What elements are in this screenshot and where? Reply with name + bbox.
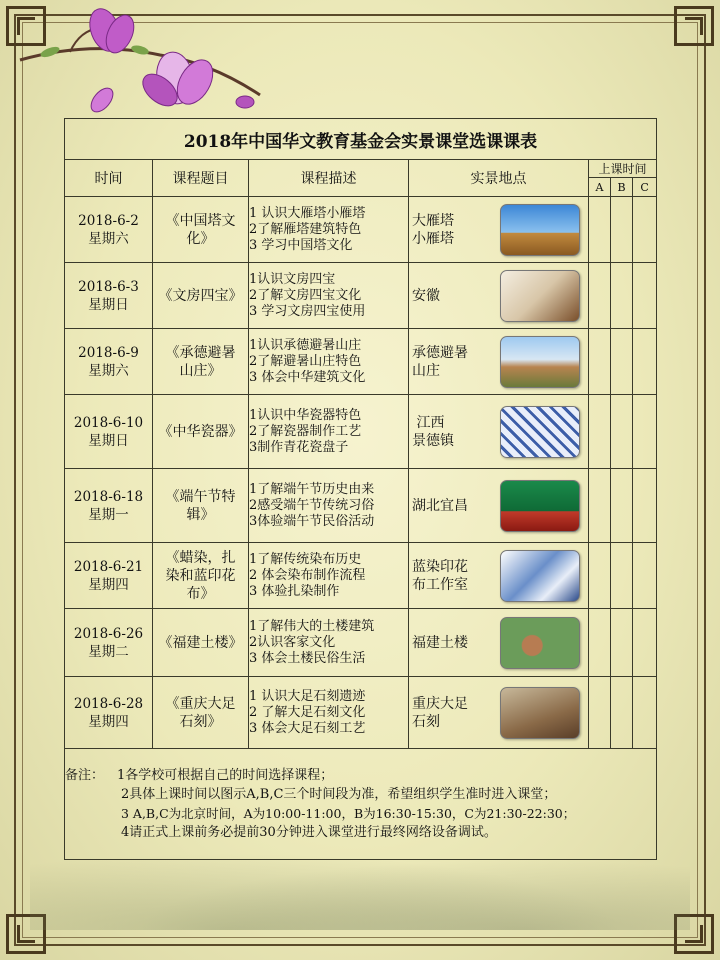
desc-line: 3 体会土楼民俗生活 (249, 650, 366, 666)
date: 2018-6-26 (73, 625, 144, 642)
date-cell (65, 469, 153, 543)
desc-line: 3体验端午节民俗活动 (249, 513, 375, 529)
desc-cell (249, 197, 409, 263)
slot-b-cell[interactable] (611, 197, 633, 263)
location-line: 石刻 (412, 713, 440, 730)
date: 2018-6-21 (73, 558, 144, 575)
note-line: 4请正式上课前务必提前30分钟进入课堂进行最终网络设备调试。 (121, 825, 497, 840)
notes-cell (65, 749, 657, 860)
desc-line: 1认识文房四宝 (249, 271, 336, 287)
slot-b-cell[interactable] (611, 329, 633, 395)
desc-line: 3制作青花瓷盘子 (249, 439, 349, 455)
location-line: 大雁塔 (412, 212, 454, 229)
location-cell (409, 677, 589, 749)
desc-line: 1 认识大足石刻遗迹 (249, 688, 366, 704)
slot-c-cell[interactable] (633, 329, 657, 395)
header-slot-group: 上课时间 (589, 160, 657, 178)
date: 2018-6-2 (78, 212, 139, 229)
porcelain-photo (500, 406, 580, 458)
location-line: 布工作室 (412, 576, 468, 593)
desc-cell (249, 677, 409, 749)
magnolia-branch-icon (10, 0, 270, 130)
date-cell (65, 263, 153, 329)
desc-line: 2 体会染布制作流程 (249, 567, 366, 583)
location-line: 安徽 (412, 287, 440, 304)
desc-line: 1认识承德避暑山庄 (249, 337, 362, 353)
desc-line: 3 体验扎染制作 (249, 583, 340, 599)
notes-label: 备注： (65, 768, 105, 783)
course-cell (153, 609, 249, 677)
course-title-line: 辑》 (186, 506, 215, 523)
note-line: 1各学校可根据自己的时间选择课程； (117, 768, 334, 783)
slot-b-cell[interactable] (611, 395, 633, 469)
location-line: 小雁塔 (412, 230, 454, 247)
table-row (65, 329, 657, 395)
desc-line: 2了解雁塔建筑特色 (249, 221, 362, 237)
note-line: 3 A,B,C为北京时间，A为10:00-11:00，B为16:30-15:30，C为21:30-22:30； (121, 806, 576, 821)
course-title-line: 《福建土楼》 (158, 634, 243, 651)
weekday: 星期六 (88, 362, 129, 379)
course-title-line: 《中华瓷器》 (158, 423, 243, 440)
slot-c-cell[interactable] (633, 263, 657, 329)
location-line: 重庆大足 (412, 695, 468, 712)
course-title-line: 《承德避暑 (165, 344, 236, 361)
location-line: 山庄 (412, 362, 440, 379)
date: 2018-6-18 (73, 488, 144, 505)
slot-b-cell[interactable] (611, 469, 633, 543)
desc-line: 1了解伟大的土楼建筑 (249, 618, 375, 634)
course-title-line: 石刻》 (179, 713, 222, 730)
location-cell (409, 329, 589, 395)
course-title-line: 《文房四宝》 (158, 287, 243, 304)
desc-line: 3 学习文房四宝使用 (249, 303, 366, 319)
weekday: 星期二 (88, 643, 129, 660)
desc-line: 2了解避暑山庄特色 (249, 353, 362, 369)
mountain-resort-photo (500, 336, 580, 388)
location-line: 蓝染印花 (412, 558, 468, 575)
table-row (65, 677, 657, 749)
slot-b-cell[interactable] (611, 263, 633, 329)
desc-line: 2 了解大足石刻文化 (249, 704, 366, 720)
desc-line: 2认识客家文化 (249, 634, 336, 650)
location-line: 承德避暑 (412, 344, 468, 361)
slot-a-cell[interactable] (589, 395, 611, 469)
weekday: 星期一 (88, 506, 129, 523)
slot-a-cell[interactable] (589, 677, 611, 749)
date: 2018-6-9 (78, 344, 139, 361)
slot-a-cell[interactable] (589, 543, 611, 609)
course-title-line: 《中国塔文 (165, 212, 236, 229)
header-slot-c: C (633, 178, 657, 197)
desc-line: 1了解传统染布历史 (249, 551, 362, 567)
desc-line: 3 学习中国塔文化 (249, 237, 353, 253)
date-cell (65, 609, 153, 677)
desc-line: 3 体会中华建筑文化 (249, 369, 366, 385)
weekday: 星期日 (88, 296, 129, 313)
course-cell (153, 677, 249, 749)
weekday: 星期六 (88, 230, 129, 247)
header-location: 实景地点 (409, 160, 589, 197)
slot-a-cell[interactable] (589, 263, 611, 329)
desc-line: 2了解文房四宝文化 (249, 287, 362, 303)
course-cell (153, 469, 249, 543)
date-cell (65, 395, 153, 469)
desc-cell (249, 543, 409, 609)
weekday: 星期四 (88, 713, 129, 730)
header-slot-a: A (589, 178, 611, 197)
course-title-line: 山庄》 (179, 362, 222, 379)
slot-c-cell[interactable] (633, 395, 657, 469)
slot-b-cell[interactable] (611, 677, 633, 749)
date: 2018-6-3 (78, 278, 139, 295)
corner-ornament-top-right (674, 6, 714, 46)
slot-c-cell[interactable] (633, 543, 657, 609)
desc-line: 1认识中华瓷器特色 (249, 407, 362, 423)
date-cell (65, 197, 153, 263)
table-row (65, 395, 657, 469)
location-line: 福建土楼 (412, 634, 468, 651)
slot-c-cell[interactable] (633, 469, 657, 543)
stone-carving-photo (500, 687, 580, 739)
header-time: 时间 (65, 160, 153, 197)
slot-c-cell[interactable] (633, 609, 657, 677)
course-cell (153, 543, 249, 609)
slot-a-cell[interactable] (589, 609, 611, 677)
location-cell (409, 609, 589, 677)
weekday: 星期四 (88, 576, 129, 593)
desc-cell (249, 263, 409, 329)
desc-line: 1了解端午节历史由来 (249, 481, 375, 497)
date-cell (65, 329, 153, 395)
desc-line: 1 认识大雁塔小雁塔 (249, 205, 366, 221)
header-slot-b: B (611, 178, 633, 197)
slot-c-cell[interactable] (633, 677, 657, 749)
course-cell (153, 395, 249, 469)
course-title-line: 布》 (186, 585, 215, 602)
location-line: 江西 (412, 414, 445, 431)
tulou-photo (500, 617, 580, 669)
pagoda-photo (500, 204, 580, 256)
slot-b-cell[interactable] (611, 609, 633, 677)
indigo-cloth-photo (500, 550, 580, 602)
location-cell (409, 197, 589, 263)
table-title: 2018年中国华文教育基金会实景课堂选课课表 (65, 119, 657, 160)
header-course: 课程题目 (153, 160, 249, 197)
location-line: 景德镇 (412, 432, 454, 449)
desc-cell (249, 329, 409, 395)
desc-cell (249, 395, 409, 469)
location-cell (409, 469, 589, 543)
dragon-boat-photo (500, 480, 580, 532)
table-row (65, 543, 657, 609)
location-cell (409, 543, 589, 609)
slot-c-cell[interactable] (633, 197, 657, 263)
slot-b-cell[interactable] (611, 543, 633, 609)
desc-cell (249, 469, 409, 543)
course-title-line: 化》 (186, 230, 215, 247)
date: 2018-6-28 (73, 695, 144, 712)
course-title-line: 《蜡染，扎 (165, 549, 236, 566)
location-cell (409, 395, 589, 469)
course-title-line: 《端午节特 (165, 488, 236, 505)
desc-line: 2感受端午节传统习俗 (249, 497, 375, 513)
note-line: 2具体上课时间以图示A,B,C三个时间段为准，希望组织学生准时进入课堂； (121, 787, 557, 802)
course-schedule-table (64, 118, 657, 860)
desc-line: 3 体会大足石刻工艺 (249, 720, 366, 736)
study-tools-photo (500, 270, 580, 322)
desc-line: 2了解瓷器制作工艺 (249, 423, 362, 439)
date-cell (65, 677, 153, 749)
course-cell (153, 197, 249, 263)
course-cell (153, 329, 249, 395)
date: 2018-6-10 (73, 414, 144, 431)
header-desc: 课程描述 (249, 160, 409, 197)
notes-row (65, 749, 657, 860)
weekday: 星期日 (88, 432, 129, 449)
table-row (65, 469, 657, 543)
location-line: 湖北宜昌 (412, 497, 468, 514)
slot-a-cell[interactable] (589, 197, 611, 263)
desc-cell (249, 609, 409, 677)
location-cell (409, 263, 589, 329)
table-row (65, 609, 657, 677)
table-row (65, 197, 657, 263)
course-title-line: 染和蓝印花 (165, 567, 236, 584)
course-cell (153, 263, 249, 329)
slot-a-cell[interactable] (589, 469, 611, 543)
course-title-line: 《重庆大足 (165, 695, 236, 712)
date-cell (65, 543, 153, 609)
table-row (65, 263, 657, 329)
slot-a-cell[interactable] (589, 329, 611, 395)
